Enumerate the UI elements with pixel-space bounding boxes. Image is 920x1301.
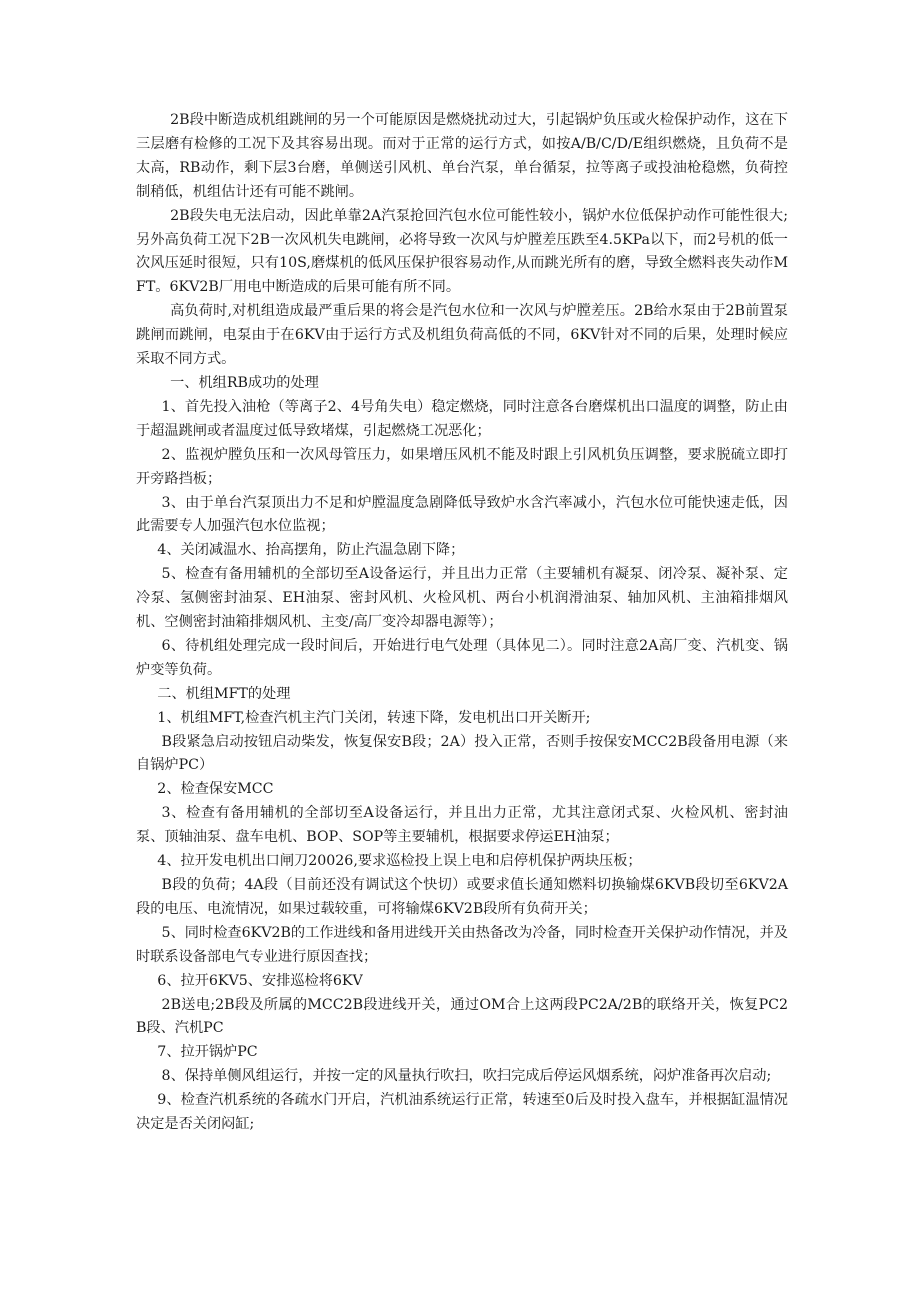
paragraph-item-1-5: 5、检查有备用辅机的全部切至A设备运行，并且出力正常（主要辅机有凝泵、闭冷泵、凝补泵、定冷泵、氢侧密封油泵、EH油泵、密封风机、火检风机、两台小机润滑油泵、轴加风机、主油箱排烟风机、空侧密封油箱排烟风机、主变/高厂变冷却器电源等）； <box>136 566 788 631</box>
paragraph-item-2-4: 4、拉开发电机出口闸刀20026,要求巡检投上误上电和启停机保护两块压板； <box>157 853 642 870</box>
paragraph-item-1-2: 2、监视炉膛负压和一次风母管压力，如果增压风机不能及时跟上引风机负压调整，要求脱硫立即打开旁路挡板； <box>136 446 788 487</box>
paragraph-item-1-6: 6、待机组处理完成一段时间后，开始进行电气处理（具体见二）。同时注意2A高厂变、汽机变、锅炉变等负荷。 <box>136 637 788 678</box>
paragraph-item-2-4-cont: B段的负荷；4A段（目前还没有调试这个快切）或要求值长通知燃料切换输煤6KVB段切至6KV2A段的电压、电流情况，如果过载较重，可将输煤6KV2B段所有负荷开关； <box>136 877 788 917</box>
section-heading-1: 一、机组RB成功的处理 <box>170 374 319 391</box>
paragraph-1: 2B段中断造成机组跳闸的另一个可能原因是燃烧扰动过大，引起锅炉负压或火检保护动作，这在下三层磨有检修的工况下及其容易出现。而对于正常的运行方式，如按A/B/C/D/E组织燃烧，且负荷不是太高，RB动作，剩下层3台磨，单侧送引风机、单台汽泵，单台循泵，拉等离子或投油枪稳燃，负荷控制稍低，机组估计还有可能不跳闸。 <box>136 112 788 200</box>
paragraph-item-2-5: 5、同时检查6KV2B的工作进线和备用进线开关由热备改为冷备，同时检查开关保护动作情况，并及时联系设备部电气专业进行原因查找； <box>136 924 788 965</box>
paragraph-item-2-8: 8、保持单侧风组运行，并按一定的风量执行吹扫，吹扫完成后停运风烟系统，闷炉准备再次启动; <box>161 1068 772 1085</box>
paragraph-3: 高负荷时,对机组造成最严重后果的将会是汽包水位和一次风与炉膛差压。2B给水泵由于2B前置泵跳闸而跳闸，电泵由于在6KV由于运行方式及机组负荷高低的不同，6KV针对不同的后果，处理时候应采取不同方式。 <box>136 303 788 368</box>
paragraph-item-2-6-cont: 2B送电;2B段及所属的MCC2B段进线开关，通过OM合上这两段PC2A/2B的联络开关，恢复PC2B段、汽机PC <box>136 996 788 1037</box>
paragraph-item-2-9: 9、检查汽机系统的各疏水门开启，汽机油系统运行正常，转速至0后及时投入盘车，并根据缸温情况决定是否关闭闷缸; <box>136 1092 788 1133</box>
paragraph-item-1-3: 3、由于单台汽泵顶出力不足和炉膛温度急剧降低导致炉水含汽率减小，汽包水位可能快速走低，因此需要专人加强汽包水位监视； <box>136 494 788 535</box>
paragraph-item-2-1: 1、机组MFT,检查汽机主汽门关闭，转速下降，发电机出口开关断开; <box>157 709 591 726</box>
paragraph-2: 2B段失电无法启动，因此单靠2A汽泵抢回汽包水位可能性较小，锅炉水位低保护动作可能性很大;另外高负荷工况下2B一次风机失电跳闸，必将导致一次风与炉膛差压跌至4.5KPa以下，而2号机的低一次风压延时很短，只有10S,磨煤机的低风压保护很容易动作,从而跳光所有的磨，导致全燃料丧失动作MFT。6KV2B厂用电中断造成的后果可能有所不同。 <box>136 207 788 296</box>
paragraph-item-2-6: 6、拉开6KV5、安排巡检将6KV <box>157 972 363 989</box>
paragraph-item-2-1-cont: B段紧急启动按钮启动柴发，恢复保安B段；2A）投入正常，否则手按保安MCC2B段备用电源（来自锅炉PC） <box>136 733 788 774</box>
document-page <box>136 109 788 1137</box>
paragraph-item-1-1: 1、首先投入油枪（等离子2、4号角失电）稳定燃烧，同时注意各台磨煤机出口温度的调整，防止由于超温跳闸或者温度过低导致堵煤，引起燃烧工况恶化； <box>136 398 788 439</box>
paragraph-item-2-2: 2、检查保安MCC <box>157 781 274 798</box>
paragraph-item-1-4: 4、关闭减温水、抬高摆角，防止汽温急剧下降； <box>157 542 465 559</box>
paragraph-item-2-3: 3、检查有备用辅机的全部切至A设备运行，并且出力正常，尤其注意闭式泵、火检风机、密封油泵、顶轴油泵、盘车电机、BOP、SOP等主要辅机，根据要求停运EH油泵； <box>136 805 788 846</box>
section-heading-2: 二、机组MFT的处理 <box>157 685 291 702</box>
paragraph-item-2-7: 7、拉开锅炉PC <box>157 1044 258 1061</box>
